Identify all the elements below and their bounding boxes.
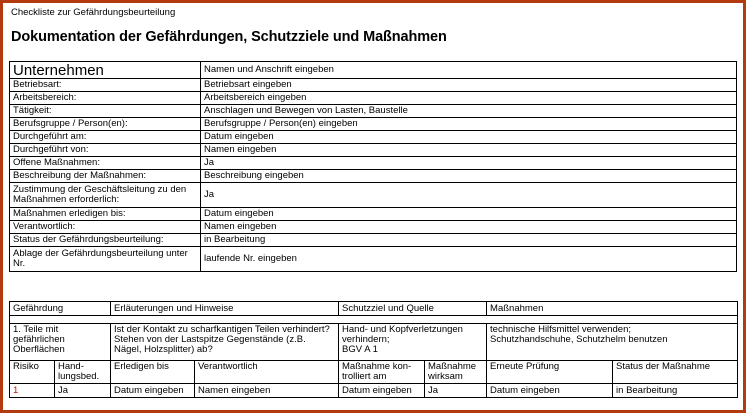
col-risiko: Risiko [10, 361, 55, 384]
info-row [10, 157, 737, 170]
info-value[interactable]: Datum eingeben [201, 208, 737, 221]
kontrolliert-am-value[interactable]: Datum eingeben [339, 384, 425, 398]
info-row [10, 131, 737, 144]
info-row [10, 170, 737, 183]
header-schutzziel: Schutzziel und Quelle [339, 302, 487, 316]
info-label: Berufsgruppe / Person(en): [10, 118, 201, 131]
info-row [10, 247, 737, 272]
status-header-row [10, 361, 738, 384]
status-value[interactable]: in Bearbeitung [613, 384, 738, 398]
header-gefaehrdung: Gefährdung [10, 302, 111, 316]
info-row [10, 62, 737, 79]
info-value[interactable]: in Bearbeitung [201, 234, 737, 247]
info-value[interactable]: Namen und Anschrift eingeben [201, 62, 737, 79]
schutzziel-line-1: Hand- und Kopfverletzungen verhindern; [342, 324, 463, 345]
info-row [10, 105, 737, 118]
header-massnahmen: Maßnahmen [487, 302, 738, 316]
verantwortlich-value[interactable]: Namen eingeben [195, 384, 339, 398]
info-value[interactable]: Namen eingeben [201, 144, 737, 157]
risk-table [9, 301, 738, 398]
col-handlungsbed: Hand-lungsbed. [55, 361, 111, 384]
info-label: Ablage der Gefährdungsbeurteilung unter Nr. [10, 247, 201, 272]
checklist-small-title: Checkliste zur Gefährdungsbeurteilung [11, 7, 176, 18]
risiko-value[interactable]: 1 [10, 384, 55, 398]
erledigen-bis-value[interactable]: Datum eingeben [111, 384, 195, 398]
info-label: Tätigkeit: [10, 105, 201, 118]
info-label: Durchgeführt von: [10, 144, 201, 157]
info-value[interactable]: laufende Nr. eingeben [201, 247, 737, 272]
massnahme-line-2: Schutzhandschuhe, Schutzhelm benutzen [490, 334, 668, 345]
info-row [10, 144, 737, 157]
info-label: Maßnahmen erledigen bis: [10, 208, 201, 221]
info-label: Durchgeführt am: [10, 131, 201, 144]
info-row [10, 221, 737, 234]
col-status: Status der Maßnahme [613, 361, 738, 384]
col-wirksam: Maßnahme wirksam [425, 361, 487, 384]
status-data-row [10, 384, 738, 398]
info-label: Status der Gefährdungsbeurteilung: [10, 234, 201, 247]
info-row [10, 92, 737, 105]
erneute-pruefung-value[interactable]: Datum eingeben [487, 384, 613, 398]
info-label: Beschreibung der Maßnahmen: [10, 170, 201, 183]
info-row [10, 234, 737, 247]
spacer-cell [10, 316, 738, 324]
schutzziel-cell[interactable] [339, 324, 487, 361]
info-label: Verantwortlich: [10, 221, 201, 234]
info-label: Offene Maßnahmen: [10, 157, 201, 170]
massnahmen-cell[interactable] [487, 324, 738, 361]
page-title: Dokumentation der Gefährdungen, Schutzziele und Maßnahmen [11, 29, 447, 45]
erlaeuterung-cell[interactable] [111, 324, 339, 361]
schutzziel-line-2: BGV A 1 [342, 344, 378, 355]
info-label: Betriebsart: [10, 79, 201, 92]
col-kontrolliert-am: Maßnahme kon-trolliert am [339, 361, 425, 384]
info-value[interactable]: Anschlagen und Bewegen von Lasten, Baustelle [201, 105, 737, 118]
col-verantwortlich: Verantwortlich [195, 361, 339, 384]
col-erledigen-bis: Erledigen bis [111, 361, 195, 384]
info-row [10, 208, 737, 221]
info-table [9, 61, 737, 272]
erlaeuterung-line-1: Ist der Kontakt zu scharfkantigen Teilen verhindert? [114, 324, 330, 335]
info-value[interactable]: Arbeitsbereich eingeben [201, 92, 737, 105]
info-label: Zustimmung der Geschäftsleitung zu den Maßnahmen erforderlich: [10, 183, 201, 208]
info-value[interactable]: Ja [201, 157, 737, 170]
info-value[interactable]: Berufsgruppe / Person(en) eingeben [201, 118, 737, 131]
risk-header-row [10, 302, 738, 316]
header-erlaeuterungen: Erläuterungen und Hinweise [111, 302, 339, 316]
info-value[interactable]: Beschreibung eingeben [201, 170, 737, 183]
wirksam-value[interactable]: Ja [425, 384, 487, 398]
info-label: Arbeitsbereich: [10, 92, 201, 105]
handlungsbed-value[interactable]: Ja [55, 384, 111, 398]
info-row [10, 118, 737, 131]
risk-content-row [10, 324, 738, 361]
info-row [10, 79, 737, 92]
massnahme-line-1: technische Hilfsmittel verwenden; [490, 324, 632, 335]
info-label: Unternehmen [10, 62, 201, 79]
info-value[interactable]: Namen eingeben [201, 221, 737, 234]
info-value[interactable]: Betriebsart eingeben [201, 79, 737, 92]
info-value[interactable]: Datum eingeben [201, 131, 737, 144]
info-row [10, 183, 737, 208]
erlaeuterung-line-2: Stehen von der Lastspitze Gegenstände (z.B. Nägel, Holzsplitter) ab? [114, 334, 306, 355]
spacer-row [10, 316, 738, 324]
gefaehrdung-cell[interactable]: 1. Teile mit gefährlichen Oberflächen [10, 324, 111, 361]
info-value[interactable]: Ja [201, 183, 737, 208]
col-erneute-pruefung: Erneute Prüfung [487, 361, 613, 384]
